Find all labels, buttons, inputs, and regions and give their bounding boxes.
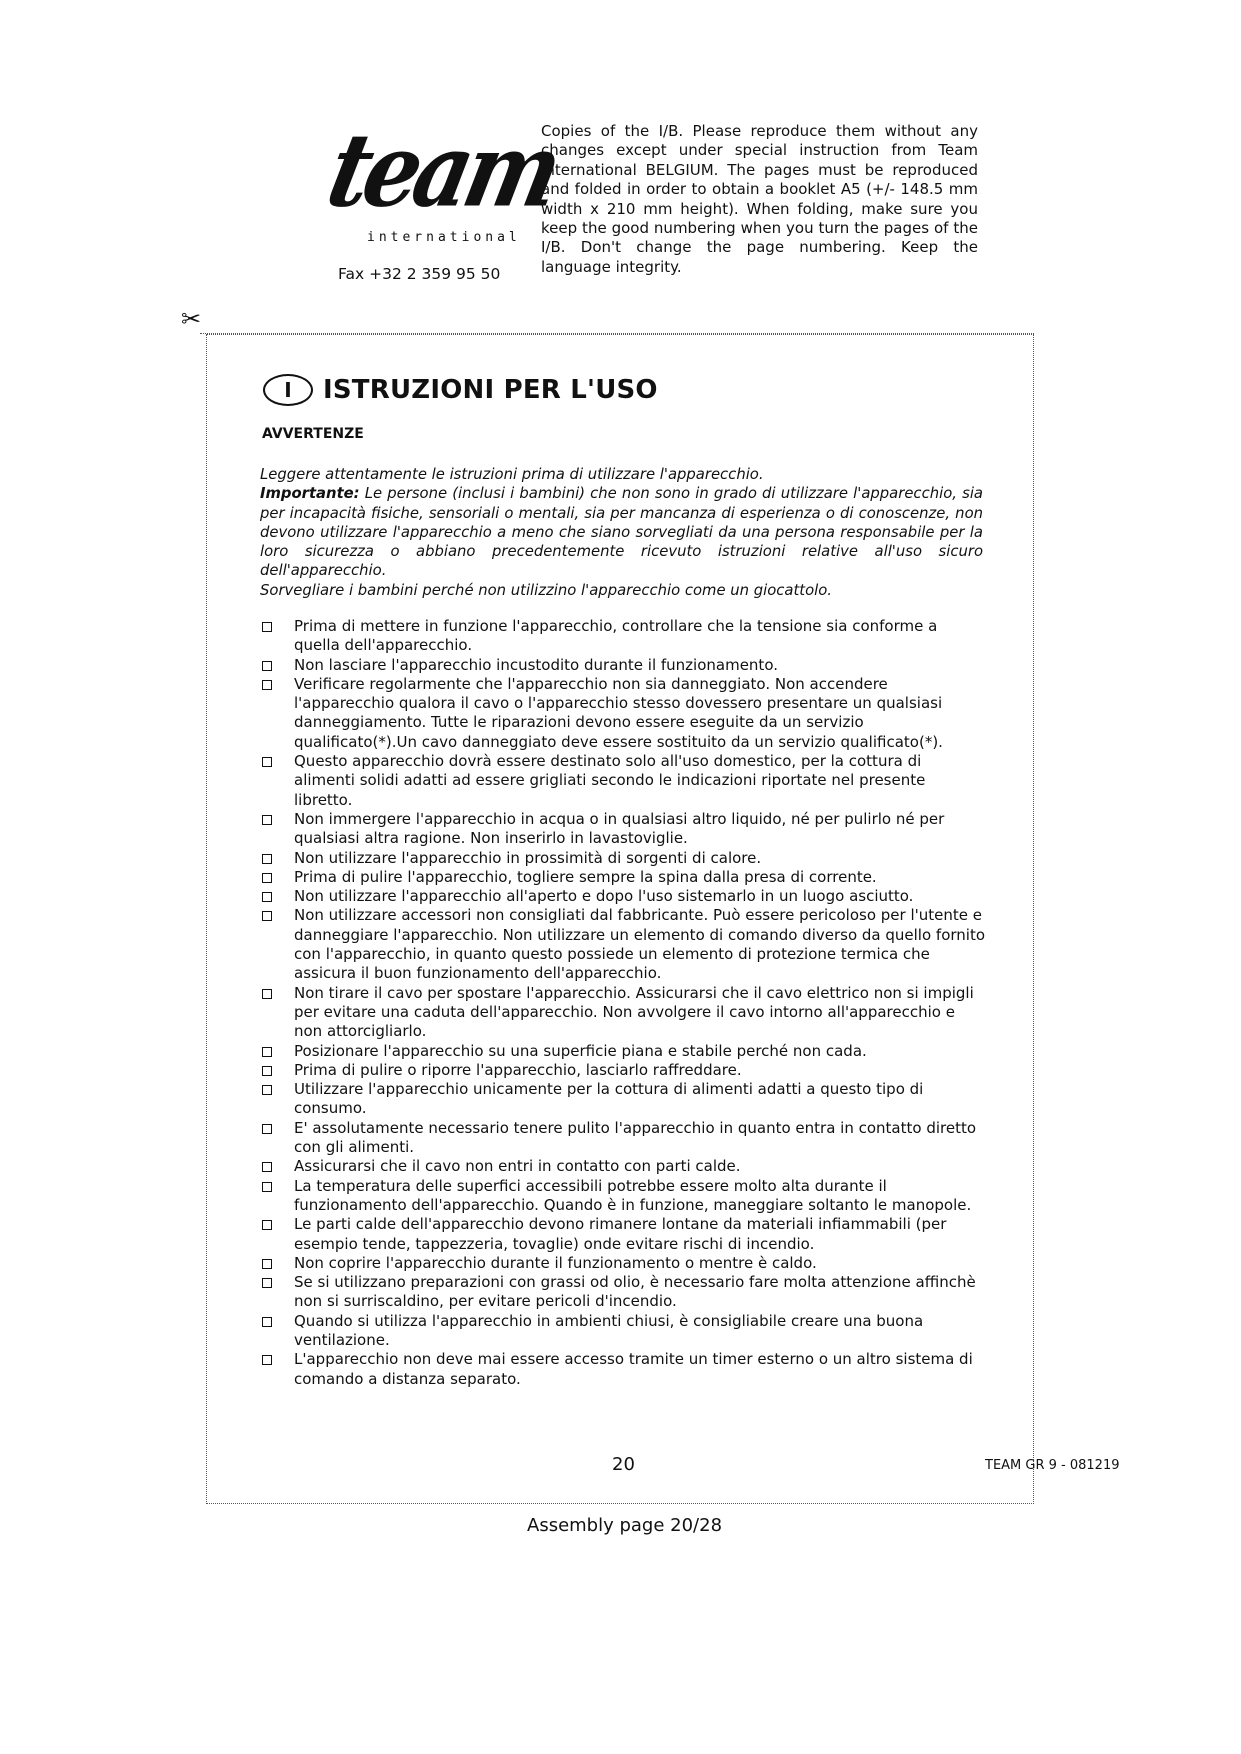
list-item: [260, 906, 985, 983]
copies-note: Copies of the I/B. Please reproduce them without any changes except under special instruction from Team International BELGIUM. The pages must be reproduced and folded in order to obtain a booklet A5 (+/- 148.5 mm width x 210 mm height). When folding, make sure you keep the good numbering when you turn the pages of the I/B. Don't change the page numbering. Keep the language integrity.: [541, 122, 978, 276]
list-item-text: Non utilizzare l'apparecchio in prossimità di sorgenti di calore.: [294, 848, 762, 867]
list-item-text: Prima di pulire l'apparecchio, togliere sempre la spina dalla presa di corrente.: [294, 867, 877, 886]
list-item-text: Questo apparecchio dovrà essere destinato solo all'uso domestico, per la cottura di alimenti solidi adatti ad essere grigliati secondo le indicazioni riportate nel presente libretto.: [294, 752, 926, 809]
list-item-text: Non coprire l'apparecchio durante il funzionamento o mentre è caldo.: [294, 1253, 817, 1272]
list-item: [260, 656, 985, 675]
warning-line: Leggere attentamente le istruzioni prima di utilizzare l'apparecchio.: [260, 466, 764, 483]
important-text: Le persone (inclusi i bambini) che non sono in grado di utilizzare l'apparecchio, sia per incapacità fisiche, sensoriali o mentali, sia per mancanza di esperienza o di conoscenze, non devono utilizzare l'apparecchio a meno che siano sorvegliati da una persona responsabile per la loro sicurezza o abbiano precedentemente ricevuto istruzioni relative all'uso sicuro dell'apparecchio.: [260, 485, 983, 580]
list-item: [260, 1273, 985, 1312]
checkbox-bullet-icon: [262, 1220, 272, 1230]
list-item-text: La temperatura delle superfici accessibili potrebbe essere molto alta durante il funzionamento dell'apparecchio. Quando è in funzione, maneggiare soltanto le manopole.: [294, 1176, 972, 1214]
checkbox-bullet-icon: [262, 1259, 272, 1269]
checkbox-bullet-icon: [262, 680, 272, 690]
list-item: [260, 868, 985, 887]
list-item: [260, 1042, 985, 1061]
warning-paragraphs: [260, 465, 983, 600]
list-item-text: Verificare regolarmente che l'apparecchio non sia danneggiato. Non accendere l'apparecchio qualora il cavo o l'apparecchio stesso dovessero presentare un qualsiasi danneggiamento. Tutte le riparazioni devono essere eseguite da un servizio qualificato(*).Un cavo danneggiato deve essere sostituito da un servizio qualificato(*).: [294, 674, 943, 751]
list-item-text: Non lasciare l'apparecchio incustodito durante il funzionamento.: [294, 655, 778, 674]
list-item-text: Quando si utilizza l'apparecchio in ambienti chiusi, è consigliabile creare una buona ventilazione.: [294, 1311, 924, 1349]
safety-list: [260, 617, 985, 1389]
list-item-text: Le parti calde dell'apparecchio devono rimanere lontane da materiali infiammabili (per esempio tende, tappezzeria, tovaglie) onde evitare rischi di incendio.: [294, 1215, 947, 1253]
list-item: [260, 1254, 985, 1273]
checkbox-bullet-icon: [262, 1066, 272, 1076]
list-item-text: Non tirare il cavo per spostare l'apparecchio. Assicurarsi che il cavo elettrico non si impigli per evitare una caduta dell'apparecchio. Non avvolgere il cavo intorno all'apparecchio e non attorcigliarlo.: [294, 983, 974, 1041]
checkbox-bullet-icon: [262, 1355, 272, 1365]
section-subtitle: AVVERTENZE: [262, 426, 364, 442]
checkbox-bullet-icon: [262, 1085, 272, 1095]
list-item: [260, 1215, 985, 1254]
list-item: [260, 984, 985, 1042]
logo-wordmark: team: [318, 110, 567, 230]
language-badge: I: [263, 374, 313, 406]
list-item-text: Non utilizzare accessori non consigliati dal fabbricante. Può essere pericoloso per l'utente e danneggiare l'apparecchio. Non utilizzare un elemento di comando diverso da quello fornito con l'apparecchio, in quanto questo possiede un elemento di protezione termica che assicura il buon funzionamento dell'apparecchio.: [294, 906, 986, 983]
checkbox-bullet-icon: [262, 854, 272, 864]
checkbox-bullet-icon: [262, 661, 272, 671]
list-item: [260, 1312, 985, 1351]
list-item-text: Prima di pulire o riporre l'apparecchio, lasciarlo raffreddare.: [294, 1060, 742, 1079]
checkbox-bullet-icon: [262, 757, 272, 767]
list-item-text: Prima di mettere in funzione l'apparecchio, controllare che la tensione sia conforme a quella dell'apparecchio.: [294, 617, 938, 655]
team-international-logo: [318, 110, 567, 258]
list-item-text: Assicurarsi che il cavo non entri in contatto con parti calde.: [294, 1157, 741, 1176]
list-item: [260, 1157, 985, 1176]
list-item: [260, 1350, 985, 1389]
scissors-icon: ✂: [181, 305, 202, 333]
checkbox-bullet-icon: [262, 815, 272, 825]
list-item: [260, 675, 985, 752]
checkbox-bullet-icon: [262, 1278, 272, 1288]
list-item: [260, 752, 985, 810]
list-item: [260, 1061, 985, 1080]
list-item-text: Se si utilizzano preparazioni con grassi od olio, è necessario fare molta attenzione affinchè non si surriscaldino, per evitare pericoli d'incendio.: [294, 1273, 976, 1311]
list-item: [260, 849, 985, 868]
checkbox-bullet-icon: [262, 1182, 272, 1192]
list-item-text: Non utilizzare l'apparecchio all'aperto e dopo l'uso sistemarlo in un luogo asciutto.: [294, 887, 914, 906]
checkbox-bullet-icon: [262, 1124, 272, 1134]
checkbox-bullet-icon: [262, 1317, 272, 1327]
list-item: [260, 1080, 985, 1119]
fax-number: Fax +32 2 359 95 50: [338, 265, 501, 283]
page-number: 20: [612, 1454, 635, 1475]
checkbox-bullet-icon: [262, 622, 272, 632]
checkbox-bullet-icon: [262, 892, 272, 902]
checkbox-bullet-icon: [262, 1047, 272, 1057]
checkbox-bullet-icon: [262, 1162, 272, 1172]
list-item: [260, 810, 985, 849]
important-paragraph: [260, 484, 983, 580]
logo-subtitle: international: [367, 230, 521, 245]
list-item-text: Utilizzare l'apparecchio unicamente per la cottura di alimenti adatti a questo tipo di consumo.: [294, 1080, 924, 1118]
list-item-text: E' assolutamente necessario tenere pulito l'apparecchio in quanto entra in contatto diretto con gli alimenti.: [294, 1118, 977, 1157]
page-title: ISTRUZIONI PER L'USO: [323, 375, 658, 405]
list-item-text: Posizionare l'apparecchio su una superficie piana e stabile perché non cada.: [294, 1041, 867, 1060]
document-code: TEAM GR 9 - 081219: [985, 1458, 1120, 1473]
section-header: [263, 374, 658, 406]
checkbox-bullet-icon: [262, 873, 272, 883]
assembly-page-label: Assembly page 20/28: [527, 1515, 723, 1536]
list-item-text: Non immergere l'apparecchio in acqua o in qualsiasi altro liquido, né per pulirlo né per qualsiasi altra ragione. Non inserirlo in lavastoviglie.: [294, 809, 945, 848]
checkbox-bullet-icon: [262, 911, 272, 921]
important-label: Importante:: [260, 485, 360, 503]
list-item: [260, 1119, 985, 1158]
list-item: [260, 617, 985, 656]
warning-line: Sorvegliare i bambini perché non utilizzino l'apparecchio come un giocattolo.: [260, 581, 833, 599]
list-item: [260, 887, 985, 906]
checkbox-bullet-icon: [262, 989, 272, 999]
list-item: [260, 1177, 985, 1216]
list-item-text: L'apparecchio non deve mai essere accesso tramite un timer esterno o un altro sistema di comando a distanza separato.: [294, 1350, 973, 1388]
